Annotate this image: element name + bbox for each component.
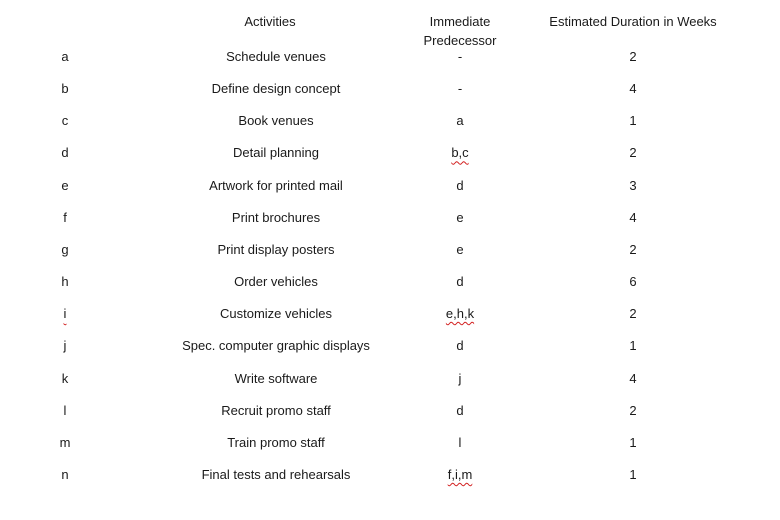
activity-id bbox=[40, 465, 90, 485]
immediate-predecessor-text: f,i,m bbox=[447, 466, 473, 482]
immediate-predecessor-text: a bbox=[456, 113, 464, 129]
immediate-predecessor bbox=[410, 47, 510, 67]
immediate-predecessor-text: d bbox=[456, 402, 464, 418]
immediate-predecessor bbox=[410, 369, 510, 389]
duration-weeks bbox=[583, 401, 683, 421]
activity-name bbox=[146, 111, 406, 131]
header-activities: Activities bbox=[244, 14, 296, 29]
duration-weeks bbox=[583, 336, 683, 356]
activity-name bbox=[146, 176, 406, 196]
table-row bbox=[0, 272, 780, 292]
activity-id bbox=[40, 272, 90, 292]
duration-weeks bbox=[583, 465, 683, 485]
immediate-predecessor bbox=[410, 240, 510, 260]
activity-id-text: d bbox=[61, 145, 69, 161]
immediate-predecessor bbox=[410, 336, 510, 356]
header-estimated-duration: Estimated Duration in Weeks bbox=[549, 14, 717, 29]
duration-weeks-text: 3 bbox=[629, 177, 637, 193]
immediate-predecessor-text: l bbox=[458, 434, 462, 450]
duration-weeks-text: 2 bbox=[629, 145, 637, 161]
activity-name bbox=[146, 465, 406, 485]
activity-name bbox=[146, 79, 406, 99]
table-row bbox=[0, 79, 780, 99]
table-row bbox=[0, 369, 780, 389]
header-immediate-predecessor: Immediate Predecessor bbox=[423, 14, 497, 48]
activity-name-text: Define design concept bbox=[211, 81, 341, 97]
immediate-predecessor bbox=[410, 304, 510, 324]
duration-weeks bbox=[583, 79, 683, 99]
table-row bbox=[0, 240, 780, 260]
duration-weeks-text: 1 bbox=[629, 466, 637, 482]
duration-weeks bbox=[583, 47, 683, 67]
immediate-predecessor-text: d bbox=[456, 274, 464, 290]
immediate-predecessor bbox=[410, 465, 510, 485]
table-row bbox=[0, 336, 780, 356]
duration-weeks bbox=[583, 369, 683, 389]
table-row bbox=[0, 47, 780, 67]
duration-weeks bbox=[583, 208, 683, 228]
activity-name bbox=[146, 433, 406, 453]
immediate-predecessor-text: e,h,k bbox=[445, 306, 475, 322]
immediate-predecessor-text: e bbox=[456, 209, 464, 225]
activity-name-text: Artwork for printed mail bbox=[209, 177, 343, 193]
duration-weeks-text: 4 bbox=[629, 209, 637, 225]
activity-id-text: j bbox=[63, 338, 67, 354]
immediate-predecessor-text: j bbox=[458, 370, 462, 386]
activity-name bbox=[146, 47, 406, 67]
activity-name-text: Schedule venues bbox=[226, 49, 326, 64]
duration-weeks-text: 4 bbox=[629, 81, 637, 97]
duration-weeks-text: 4 bbox=[629, 370, 637, 386]
activity-id-text: h bbox=[61, 274, 69, 290]
duration-weeks-text: 1 bbox=[629, 338, 637, 354]
activity-id bbox=[40, 47, 90, 67]
activity-name-text: Customize vehicles bbox=[220, 306, 332, 322]
activity-id-text: m bbox=[59, 434, 71, 450]
activity-name-text: Print brochures bbox=[231, 209, 321, 225]
activity-id bbox=[40, 143, 90, 163]
table-row bbox=[0, 401, 780, 421]
activity-id bbox=[40, 240, 90, 260]
activity-id-text: c bbox=[61, 113, 69, 129]
duration-weeks bbox=[583, 143, 683, 163]
duration-weeks bbox=[583, 111, 683, 131]
activity-name-text: Book venues bbox=[238, 113, 314, 129]
immediate-predecessor bbox=[410, 272, 510, 292]
immediate-predecessor-text: - bbox=[457, 81, 463, 97]
activity-id bbox=[40, 111, 90, 131]
immediate-predecessor-text: d bbox=[456, 177, 464, 193]
activity-name bbox=[146, 240, 406, 260]
immediate-predecessor bbox=[410, 208, 510, 228]
immediate-predecessor bbox=[410, 79, 510, 99]
activity-name bbox=[146, 304, 406, 324]
immediate-predecessor-text: e bbox=[456, 241, 464, 257]
activity-id-text: b bbox=[61, 81, 69, 97]
activity-name-text: Detail planning bbox=[232, 145, 319, 161]
activity-id-text: k bbox=[61, 370, 69, 386]
duration-weeks-text: 2 bbox=[629, 306, 637, 322]
activity-id-text: l bbox=[63, 402, 67, 418]
activity-name-text: Train promo staff bbox=[227, 434, 325, 450]
duration-weeks-text: 2 bbox=[629, 241, 637, 257]
activity-name bbox=[146, 401, 406, 421]
activity-id bbox=[40, 304, 90, 324]
activity-id-text: f bbox=[63, 209, 67, 225]
activity-id bbox=[40, 336, 90, 356]
activity-name bbox=[146, 369, 406, 389]
duration-weeks bbox=[583, 240, 683, 260]
activity-id bbox=[40, 433, 90, 453]
activity-name bbox=[146, 272, 406, 292]
table-row bbox=[0, 111, 780, 131]
activity-id-text: n bbox=[61, 466, 69, 482]
activity-id-text: e bbox=[61, 177, 69, 193]
immediate-predecessor bbox=[410, 433, 510, 453]
immediate-predecessor bbox=[410, 176, 510, 196]
immediate-predecessor bbox=[410, 401, 510, 421]
immediate-predecessor-text: b,c bbox=[451, 145, 469, 161]
activity-id-text: g bbox=[61, 241, 69, 257]
table-row bbox=[0, 208, 780, 228]
duration-weeks-text: 1 bbox=[629, 434, 637, 450]
immediate-predecessor bbox=[410, 143, 510, 163]
activity-name-text: Order vehicles bbox=[234, 274, 318, 290]
duration-weeks-text: 1 bbox=[629, 113, 637, 129]
table-row bbox=[0, 176, 780, 196]
activity-name-text: Write software bbox=[234, 370, 318, 386]
duration-weeks bbox=[583, 176, 683, 196]
activity-id bbox=[40, 176, 90, 196]
immediate-predecessor-text: - bbox=[457, 49, 463, 64]
activity-name bbox=[146, 336, 406, 356]
activity-name-text: Print display posters bbox=[217, 241, 335, 257]
activity-id bbox=[40, 79, 90, 99]
immediate-predecessor-text: d bbox=[456, 338, 464, 354]
duration-weeks bbox=[583, 433, 683, 453]
duration-weeks bbox=[583, 304, 683, 324]
activity-id bbox=[40, 369, 90, 389]
activity-name-text: Spec. computer graphic displays bbox=[182, 338, 370, 354]
activity-id bbox=[40, 401, 90, 421]
table-row bbox=[0, 304, 780, 324]
duration-weeks-text: 2 bbox=[629, 402, 637, 418]
duration-weeks-text: 2 bbox=[629, 49, 637, 64]
duration-weeks-text: 6 bbox=[629, 274, 637, 290]
table-row bbox=[0, 143, 780, 163]
activity-name-text: Final tests and rehearsals bbox=[201, 466, 351, 482]
activity-id-text: i bbox=[63, 306, 67, 322]
table-row bbox=[0, 465, 780, 485]
immediate-predecessor bbox=[410, 111, 510, 131]
activity-name-text: Recruit promo staff bbox=[221, 402, 331, 418]
activity-name bbox=[146, 208, 406, 228]
table-row bbox=[0, 433, 780, 453]
activity-id bbox=[40, 208, 90, 228]
activity-id-text: a bbox=[61, 49, 69, 64]
activity-name bbox=[146, 143, 406, 163]
duration-weeks bbox=[583, 272, 683, 292]
